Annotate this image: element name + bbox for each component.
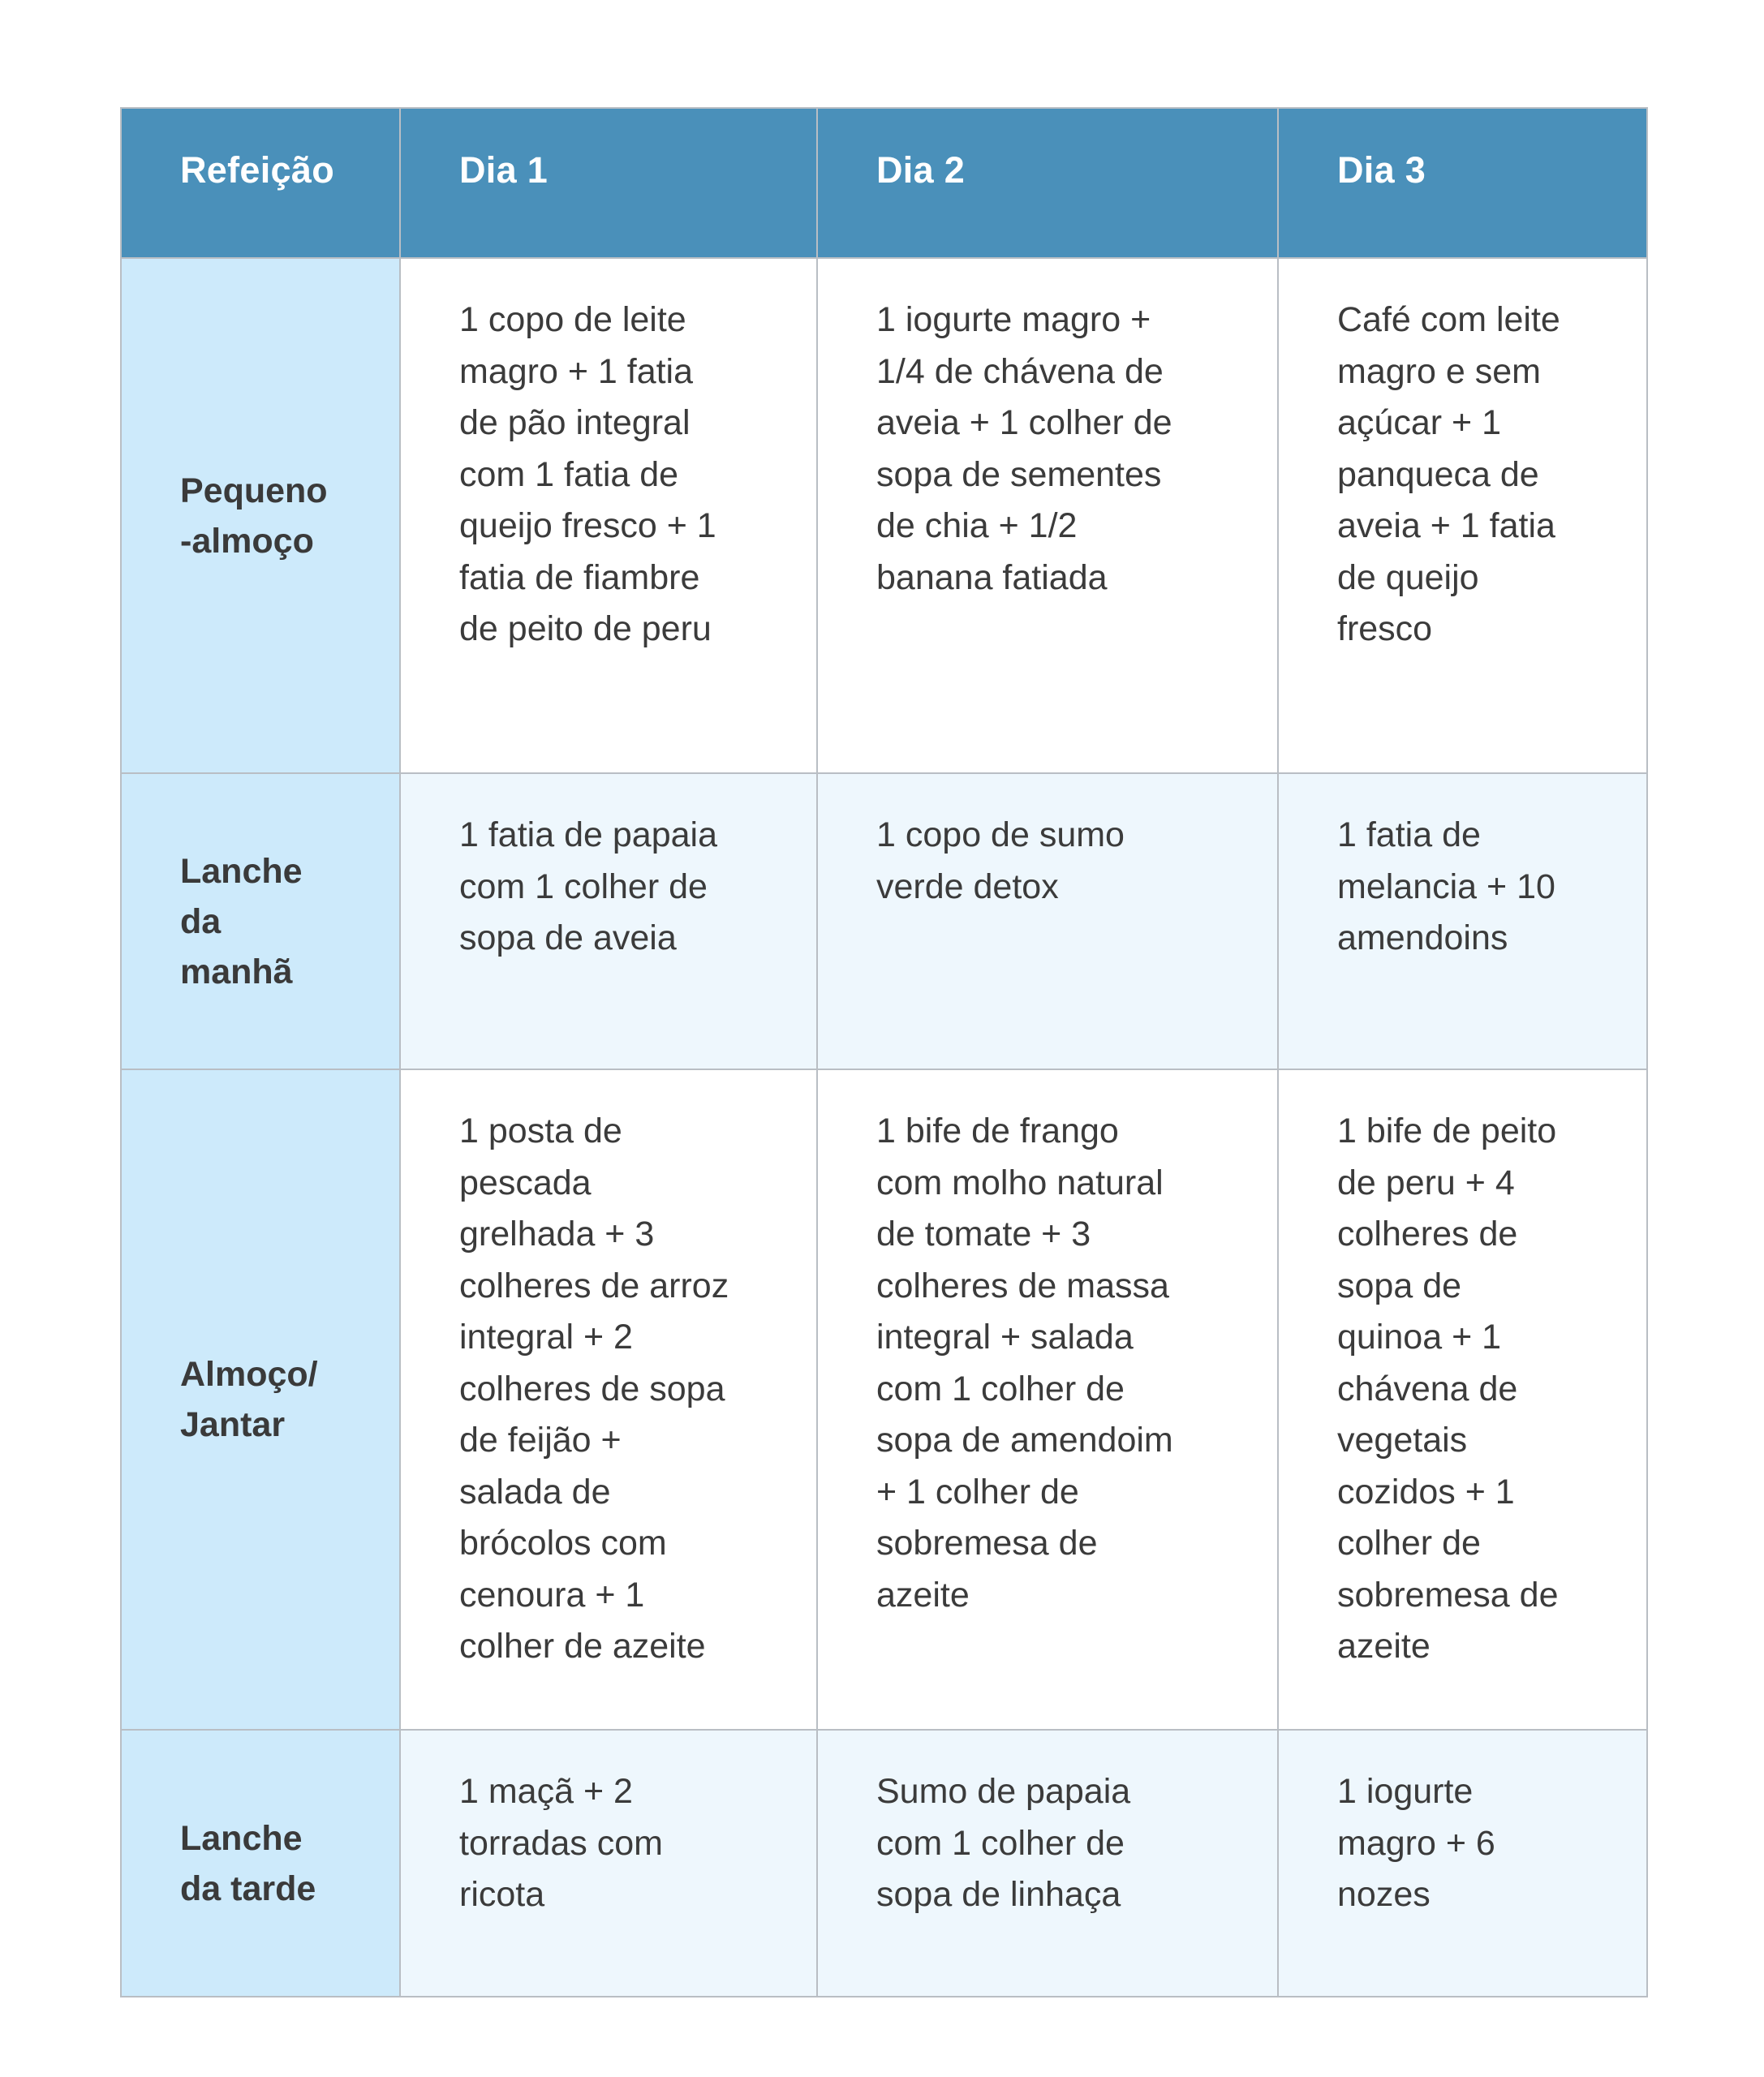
cell-line: açúcar + 1 — [1337, 403, 1501, 442]
meal-plan-table — [120, 107, 1648, 1997]
cell-line: de queijo — [1337, 557, 1479, 597]
cell-line: colheres de massa — [876, 1266, 1169, 1305]
cell-line: colher de — [1337, 1524, 1481, 1563]
cell-line: fatia de fiambre — [459, 557, 700, 597]
cell-line: nozes — [1337, 1875, 1431, 1914]
cell-line: aveia + 1 fatia — [1337, 506, 1555, 545]
cell-dia-3 — [1278, 773, 1647, 1069]
cell-line: magro + 6 — [1337, 1823, 1495, 1863]
cell-line: cozidos + 1 — [1337, 1472, 1515, 1512]
table-row-pequeno-almoco — [121, 258, 1647, 773]
cell-line: + 1 colher de — [876, 1472, 1079, 1512]
cell-line: azeite — [1337, 1627, 1431, 1666]
cell-line: colher de azeite — [459, 1627, 706, 1666]
header-dia-1: Dia 1 — [400, 108, 817, 258]
meal-label — [121, 258, 400, 773]
cell-line: 1 maçã + 2 — [459, 1772, 633, 1811]
meal-label — [121, 773, 400, 1069]
cell-line: sobremesa de — [876, 1524, 1098, 1563]
header-refeicao: Refeição — [121, 108, 400, 258]
cell-line: quinoa + 1 — [1337, 1318, 1502, 1357]
cell-line: de peito de peru — [459, 609, 712, 648]
cell-line: Café com leite — [1337, 300, 1560, 339]
cell-dia-1 — [400, 258, 817, 773]
cell-line: 1 copo de leite — [459, 300, 686, 339]
cell-line: integral + salada — [876, 1318, 1134, 1357]
cell-line: grelhada + 3 — [459, 1215, 655, 1254]
cell-dia-2 — [817, 773, 1278, 1069]
cell-line: Sumo de papaia — [876, 1772, 1131, 1811]
cell-line: colheres de sopa — [459, 1369, 725, 1408]
cell-dia-2 — [817, 1730, 1278, 1997]
cell-dia-1 — [400, 773, 817, 1069]
header-dia-2: Dia 2 — [817, 108, 1278, 258]
meal-label — [121, 1730, 400, 1997]
cell-line: magro e sem — [1337, 351, 1541, 391]
meal-label-line: Lanche — [180, 1818, 303, 1858]
cell-line: com 1 colher de — [459, 866, 708, 906]
cell-line: amendoins — [1337, 918, 1508, 957]
cell-line: sopa de aveia — [459, 918, 677, 957]
table-row-lanche-da-tarde — [121, 1730, 1647, 1997]
cell-line: sopa de — [1337, 1266, 1462, 1305]
cell-line: brócolos com — [459, 1524, 667, 1563]
cell-line: de pão integral — [459, 403, 691, 442]
table-row-lanche-da-manha — [121, 773, 1647, 1069]
cell-line: 1 fatia de papaia — [459, 815, 717, 854]
cell-line: 1 copo de sumo — [876, 815, 1125, 854]
cell-line: sobremesa de — [1337, 1575, 1559, 1615]
cell-line: salada de — [459, 1472, 611, 1512]
meal-label-line: da tarde — [180, 1868, 316, 1908]
cell-dia-3 — [1278, 1730, 1647, 1997]
cell-line: com 1 colher de — [876, 1369, 1125, 1408]
cell-line: chávena de — [1337, 1369, 1518, 1408]
meal-label-line: Jantar — [180, 1405, 286, 1444]
cell-line: banana fatiada — [876, 557, 1108, 597]
cell-line: ricota — [459, 1875, 545, 1914]
cell-line: 1 bife de frango — [876, 1112, 1119, 1150]
cell-line: queijo fresco + 1 — [459, 506, 716, 545]
cell-line: integral + 2 — [459, 1318, 633, 1357]
cell-line: colheres de arroz — [459, 1266, 729, 1305]
meal-label-line: Pequeno — [180, 471, 328, 510]
meal-label-line: Lanche — [180, 851, 303, 891]
cell-dia-1 — [400, 1069, 817, 1730]
meal-label-line: Almoço/ — [180, 1355, 318, 1394]
cell-dia-2 — [817, 258, 1278, 773]
cell-line: com 1 fatia de — [459, 454, 679, 494]
cell-line: de tomate + 3 — [876, 1215, 1091, 1254]
cell-line: com molho natural — [876, 1163, 1164, 1202]
cell-line: sopa de amendoim — [876, 1421, 1173, 1460]
table-row-almoco-jantar — [121, 1069, 1647, 1730]
meal-label-line: -almoço — [180, 521, 314, 561]
cell-line: sopa de linhaça — [876, 1875, 1121, 1914]
cell-line: de peru + 4 — [1337, 1163, 1515, 1202]
cell-line: 1 iogurte magro + — [876, 300, 1151, 339]
cell-dia-3 — [1278, 258, 1647, 773]
cell-line: magro + 1 fatia — [459, 351, 694, 391]
cell-line: de feijão + — [459, 1421, 622, 1460]
cell-line: colheres de — [1337, 1215, 1518, 1254]
cell-line: aveia + 1 colher de — [876, 403, 1172, 442]
cell-dia-3 — [1278, 1069, 1647, 1730]
cell-line: com 1 colher de — [876, 1823, 1125, 1863]
cell-line: 1 bife de peito — [1337, 1112, 1557, 1150]
cell-line: de chia + 1/2 — [876, 506, 1078, 545]
cell-line: torradas com — [459, 1823, 663, 1863]
cell-dia-1 — [400, 1730, 817, 1997]
cell-line: 1/4 de chávena de — [876, 351, 1164, 391]
cell-line: cenoura + 1 — [459, 1575, 645, 1615]
cell-line: 1 fatia de — [1337, 815, 1481, 854]
cell-dia-2 — [817, 1069, 1278, 1730]
cell-line: azeite — [876, 1575, 970, 1615]
cell-line: fresco — [1337, 609, 1433, 648]
cell-line: pescada — [459, 1163, 592, 1202]
cell-line: sopa de sementes — [876, 454, 1162, 494]
cell-line: melancia + 10 — [1337, 866, 1555, 906]
meal-label — [121, 1069, 400, 1730]
cell-line: 1 posta de — [459, 1112, 622, 1150]
cell-line: panqueca de — [1337, 454, 1539, 494]
cell-line: vegetais — [1337, 1421, 1468, 1460]
meal-label-line: manhã — [180, 952, 293, 991]
header-row — [121, 108, 1647, 258]
header-dia-3: Dia 3 — [1278, 108, 1647, 258]
cell-line: verde detox — [876, 866, 1059, 906]
meal-label-line: da — [180, 901, 222, 941]
cell-line: 1 iogurte — [1337, 1772, 1474, 1811]
